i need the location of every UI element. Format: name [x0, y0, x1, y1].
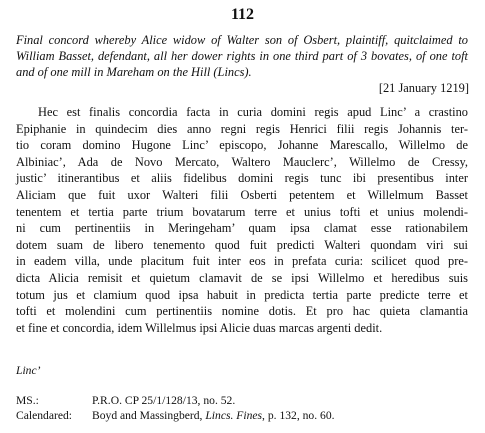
- calendared-reference: [16, 408, 335, 423]
- references-block: [16, 393, 335, 423]
- text-line: justic’ itinerantibus et aliis fidelibus domini regis tunc ibi presentibus inter: [16, 171, 468, 186]
- text-line: tenentem et tertia parte trium bovatarum terre et unius tofti et unius molendi-: [16, 204, 468, 219]
- text-line: tofti et molendini cum pertinentiis nomine dotis. Et pro hac quieta clamantia: [16, 304, 468, 319]
- latin-text-body: [16, 104, 468, 336]
- document-summary: Final concord whereby Alice widow of Walter son of Osbert, plaintiff, quitclaimed to William Basset, defendant, all her dower rights in one third part of 3 bovates, of one toft and of one mill in Mareham on the Hill (Lincs).: [16, 33, 468, 79]
- document-date: [21 January 1219]: [378, 81, 469, 95]
- ms-reference: [16, 393, 335, 408]
- calendared-value: [92, 408, 335, 423]
- text-line: dicta Alicia remisit et quietum clamavit de se ipsi Willelmo et heredibus suis: [16, 270, 468, 285]
- text-line: Epiphanie in quindecim dies anno regni regis Henrici filii regis Johannis ter-: [16, 121, 468, 136]
- calendared-rest: , p. 132, no. 60.: [262, 409, 335, 422]
- text-line: et fine et concordia, idem Willelmus ipsi Alicie duas marcas argenti dedit.: [16, 320, 383, 335]
- text-line: Aliciam que fuit uxor Walteri filii Osberti petentem et Willelmum Basset: [16, 187, 468, 202]
- calendared-authors: Boyd and Massingberd,: [92, 409, 206, 422]
- text-line: Hec est finalis concordia facta in curia domini regis apud Linc’ a crastino: [38, 105, 468, 119]
- text-line: Albiniac’, Ada de Novo Mercato, Waltero Mauclerc’, Willelmo de Cressy,: [16, 154, 468, 169]
- text-line: totum jus et clamium quod ipsa habuit in predicta tertia parte predicte terre et: [16, 287, 468, 302]
- text-line: dotem suam de libero tenemento quod fuit predicti Walteri quondam viri sui: [16, 237, 468, 252]
- ms-value: P.R.O. CP 25/1/128/13, no. 52.: [92, 394, 236, 407]
- text-line: in eadem villa, unde placitum fuit inter eos in prefata curia: scilicet quod pre-: [16, 254, 468, 269]
- ms-label: MS.:: [16, 394, 39, 407]
- place-label: Linc’: [16, 364, 41, 377]
- text-line: ni cum pertinentiis in Meringeham’ quam ipsa clamat esse rationabilem: [16, 221, 468, 236]
- calendared-label: Calendared:: [16, 409, 73, 422]
- text-line: tio coram domino Hugone Linc’ episcopo, Johanne Marescallo, Willelmo de: [16, 138, 468, 153]
- document-number: 112: [230, 6, 255, 23]
- calendared-title: Lincs. Fines: [205, 409, 263, 422]
